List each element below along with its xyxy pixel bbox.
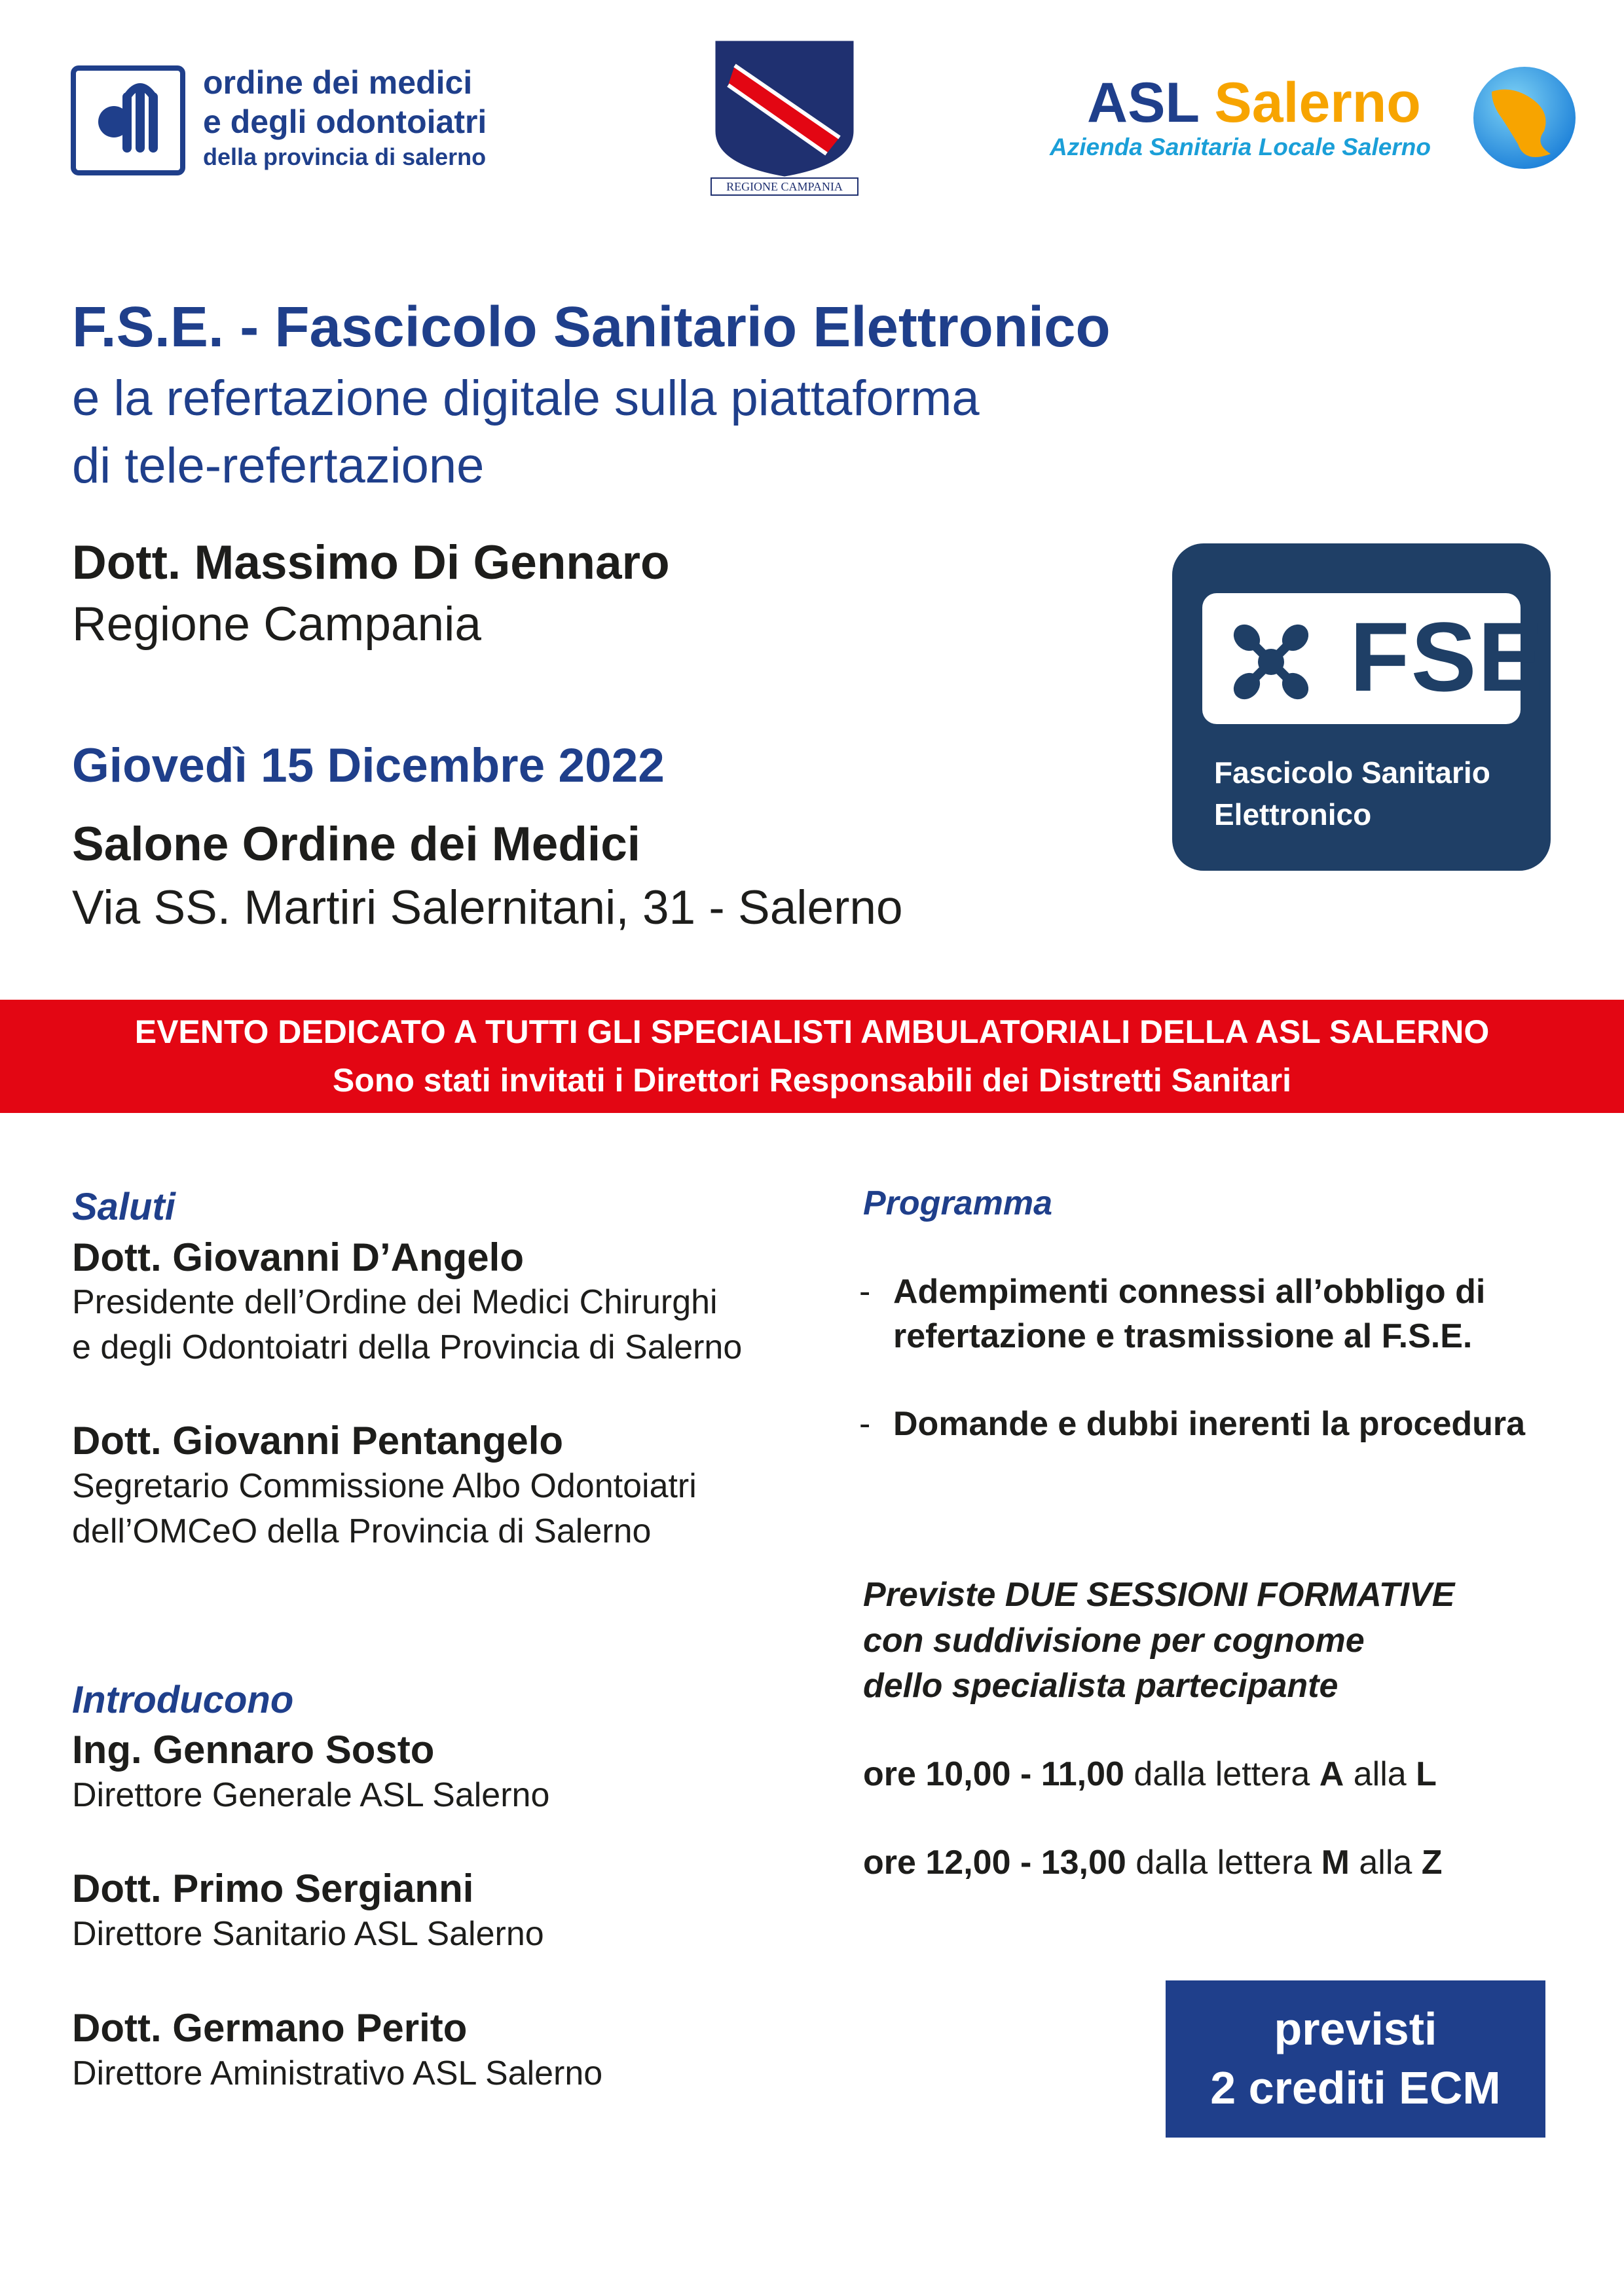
session-2-from: M	[1321, 1844, 1350, 1882]
fse-caption	[1214, 752, 1490, 836]
session-1-to-text: alla	[1353, 1755, 1407, 1793]
banner-line2: Sono stati invitati i Direttori Responsabili dei Distretti Sanitari	[332, 1062, 1292, 1099]
saluti-person-2-role-line1: Segretario Commissione Albo Odontoiatri	[72, 1467, 697, 1505]
event-date: Giovedì 15 Dicembre 2022	[72, 739, 665, 792]
sessions-note-line2: con suddivisione per cognome	[863, 1621, 1365, 1660]
banner-line1: EVENTO DEDICATO A TUTTI GLI SPECIALISTI AMBULATORIALI DELLA ASL SALERNO	[134, 1013, 1490, 1050]
speaker-name: Dott. Massimo Di Gennaro	[72, 536, 670, 589]
intro-person-3-role: Direttore Aministrativo ASL Salerno	[72, 2054, 603, 2092]
asl-subtitle: Azienda Sanitaria Locale Salerno	[1050, 134, 1431, 160]
ecm-credits-box	[1166, 1980, 1545, 2138]
fse-badge-panel	[1202, 593, 1545, 724]
regione-label: REGIONE CAMPANIA	[726, 180, 843, 193]
omceo-line3: della provincia di salerno	[203, 143, 487, 170]
venue-address: Via SS. Martiri Salernitani, 31 - Salerno	[72, 881, 903, 934]
omceo-name	[203, 63, 487, 171]
intro-person-1-name: Ing. Gennaro Sosto	[72, 1728, 435, 1772]
fse-caption-line2: Elettronico	[1214, 797, 1372, 832]
asl-name-b: Salerno	[1214, 71, 1421, 134]
programma-item-2	[859, 1402, 1525, 1447]
introducono-heading: Introducono	[72, 1679, 294, 1721]
saluti-person-1-role-line1: Presidente dell’Ordine dei Medici Chirurghi	[72, 1283, 718, 1321]
saluti-person-2-name: Dott. Giovanni Pentangelo	[72, 1419, 564, 1463]
asl-name-a: ASL	[1087, 71, 1199, 134]
sessions-note-line1: Previste DUE SESSIONI FORMATIVE	[863, 1576, 1455, 1614]
ecm-line2: 2 crediti ECM	[1210, 2062, 1501, 2113]
venue-name: Salone Ordine dei Medici	[72, 818, 641, 871]
saluti-person-2-role	[72, 1464, 697, 1554]
target-audience-banner	[0, 1000, 1624, 1113]
intro-person-3-name: Dott. Germano Perito	[72, 2006, 468, 2050]
saluti-heading: Saluti	[72, 1186, 175, 1228]
session-1-to: L	[1416, 1755, 1437, 1793]
omceo-logo	[71, 65, 185, 175]
asl-name	[1087, 71, 1421, 136]
session-1	[863, 1755, 1437, 1794]
session-1-time: ore 10,00 - 11,00	[863, 1755, 1124, 1793]
saluti-person-1-role	[72, 1280, 742, 1370]
programma-item-2-line1: Domande e dubbi inerenti la procedura	[893, 1405, 1526, 1443]
session-1-from: A	[1319, 1755, 1344, 1793]
saluti-person-2-role-line2: dell’OMCeO della Provincia di Salerno	[72, 1512, 652, 1550]
fse-badge	[1172, 543, 1551, 871]
omceo-line1: ordine dei medici	[203, 64, 473, 101]
fse-caption-line1: Fascicolo Sanitario	[1214, 756, 1490, 790]
sessions-note	[863, 1573, 1454, 1709]
asl-globe-icon	[1472, 65, 1577, 170]
sessions-note-line3: dello specialista partecipante	[863, 1667, 1338, 1705]
speaker-org: Regione Campania	[72, 598, 481, 651]
omceo-emblem-icon	[76, 71, 180, 170]
programma-item-1-line1: Adempimenti connessi all’obbligo di	[893, 1273, 1486, 1311]
programma-item-1	[859, 1270, 1485, 1358]
intro-person-2-name: Dott. Primo Sergianni	[72, 1867, 474, 1910]
session-2-to: Z	[1421, 1844, 1443, 1882]
event-subtitle-line1: e la refertazione digitale sulla piattaforma	[72, 371, 980, 426]
omceo-line2: e degli odontoiatri	[203, 103, 487, 140]
session-2-time: ore 12,00 - 13,00	[863, 1844, 1126, 1882]
programma-heading: Programma	[863, 1184, 1052, 1222]
intro-person-2-role: Direttore Sanitario ASL Salerno	[72, 1915, 544, 1953]
event-title: F.S.E. - Fascicolo Sanitario Elettronico	[72, 295, 1111, 359]
session-1-from-text: dalla lettera	[1134, 1755, 1310, 1793]
fse-word: FSE	[1350, 602, 1545, 712]
programma-item-1-line2: refertazione e trasmissione al F.S.E.	[893, 1317, 1473, 1355]
intro-person-1-role: Direttore Generale ASL Salerno	[72, 1776, 550, 1814]
fse-network-icon	[1222, 613, 1320, 711]
programma-item-1-dash: -	[859, 1273, 871, 1311]
session-2-to-text: alla	[1359, 1844, 1412, 1882]
regione-crest-icon	[709, 39, 860, 196]
event-subtitle-line2: di tele-refertazione	[72, 438, 485, 494]
saluti-person-1-name: Dott. Giovanni D’Angelo	[72, 1235, 524, 1279]
regione-campania-logo	[709, 39, 860, 196]
saluti-person-1-role-line2: e degli Odontoiatri della Provincia di Salerno	[72, 1328, 743, 1366]
session-2-from-text: dalla lettera	[1135, 1844, 1312, 1882]
session-2	[863, 1843, 1443, 1882]
programma-item-2-dash: -	[859, 1405, 871, 1443]
ecm-line1: previsti	[1274, 2003, 1437, 2054]
